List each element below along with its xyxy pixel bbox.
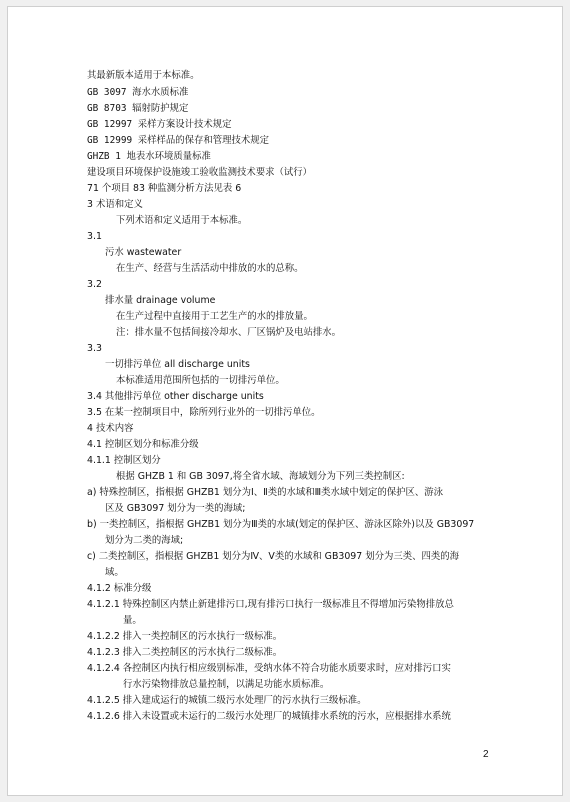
page-number: 2: [483, 749, 489, 760]
clause-continuation: 行水污染物排放总量控制，以满足功能水质标准。: [123, 679, 330, 690]
text-line: 根据 GHZB 1 和 GB 3097,将全省水域、海域划分为下列三类控制区:: [116, 471, 405, 482]
list-item: b) 一类控制区，指根据 GHZB1 划分为Ⅲ类的水域(划定的保护区、游泳区除外)以及 GB3097: [87, 519, 475, 530]
text-line: 下列术语和定义适用于本标准。: [116, 215, 248, 226]
list-item: c) 二类控制区，指根据 GHZB1 划分为Ⅳ、Ⅴ类的水域和 GB3097 划分为三类、四类的海: [87, 551, 459, 562]
text-line: GB 12997 采样方案设计技术规定: [87, 119, 232, 130]
text-line: GHZB 1 地表水环境质量标准: [87, 151, 211, 162]
note-line: 注：排水量不包括间接冷却水、厂区锅炉及电站排水。: [116, 327, 342, 338]
definition-line: 本标准适用范围所包括的一切排污单位。: [116, 375, 285, 386]
term-line: 一切排污单位 all discharge units: [105, 359, 250, 370]
list-item: a) 特殊控制区，指根据 GHZB1 划分为Ⅰ、Ⅱ类的水域和Ⅲ类水域中划定的保护区、游泳: [87, 487, 443, 498]
text-line: GB 3097 海水水质标准: [87, 87, 189, 98]
text-line: 建设项目环境保护设施竣工验收监测技术要求（试行）: [87, 167, 313, 178]
subsection-heading: 4.1.2 标准分级: [87, 583, 152, 594]
clause-line: 4.1.2.1 特殊控制区内禁止新建排污口,现有排污口执行一级标准且不得增加污染物排放总: [87, 599, 454, 610]
clause-number: 3.2: [87, 279, 102, 290]
clause-line: 4.1.2.3 排入二类控制区的污水执行二级标准。: [87, 647, 283, 658]
list-item-continuation: 区及 GB3097 划分为一类的海域;: [105, 503, 246, 514]
subsection-heading: 4.1.1 控制区划分: [87, 455, 161, 466]
text-line: 71 个项目 83 种监测分析方法见表 6: [87, 183, 242, 194]
clause-number: 3.3: [87, 343, 102, 354]
term-line: 污水 wastewater: [105, 247, 182, 258]
term-line: 排水量 drainage volume: [105, 295, 216, 306]
section-heading: 4 技术内容: [87, 423, 134, 434]
subsection-heading: 4.1 控制区划分和标准分级: [87, 439, 199, 450]
text-line: GB 12999 采样样品的保存和管理技术规定: [87, 135, 270, 146]
document-page: [7, 6, 563, 796]
clause-number: 3.1: [87, 231, 102, 242]
clause-continuation: 量。: [123, 615, 142, 626]
clause-line: 4.1.2.6 排入未设置或未运行的二级污水处理厂的城镇排水系统的污水，应根据排水系统: [87, 711, 451, 722]
section-heading: 3 术语和定义: [87, 199, 143, 210]
text-line: GB 8703 辐射防护规定: [87, 103, 189, 114]
list-item-continuation: 划分为二类的海域;: [105, 535, 184, 546]
list-item-continuation: 域。: [105, 567, 124, 578]
clause-line: 4.1.2.4 各控制区内执行相应级别标准，受纳水体不符合功能水质要求时，应对排污口实: [87, 663, 451, 674]
clause-line: 4.1.2.2 排入一类控制区的污水执行一级标准。: [87, 631, 283, 642]
definition-line: 在生产过程中直接用于工艺生产的水的排放量。: [116, 311, 313, 322]
term-line: 3.4 其他排污单位 other discharge units: [87, 391, 264, 402]
definition-line: 在生产、经营与生活活动中排放的水的总称。: [116, 263, 304, 274]
term-line: 3.5 在某一控制项目中，除所列行业外的一切排污单位。: [87, 407, 321, 418]
clause-line: 4.1.2.5 排入建成运行的城镇二级污水处理厂的污水执行三级标准。: [87, 695, 367, 706]
text-line: 其最新版本适用于本标准。: [87, 70, 200, 81]
